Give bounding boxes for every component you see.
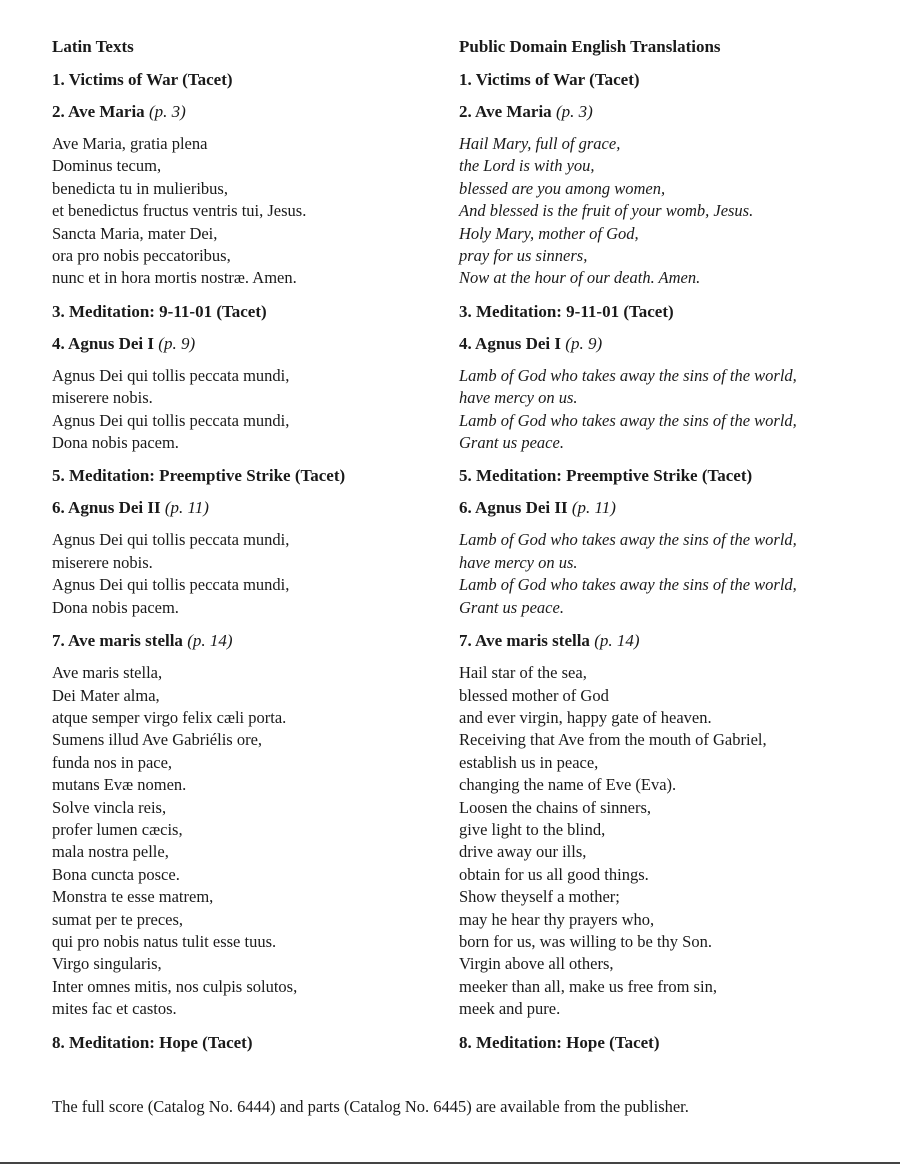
section-title: 4. Agnus Dei I (459, 333, 562, 353)
verse-block (52, 529, 472, 619)
verse-line: sumat per te preces, (52, 909, 184, 929)
verse-line: blessed mother of God (459, 685, 609, 705)
verse-line: Inter omnes mitis, nos culpis solutos, (52, 976, 298, 996)
verse-line: obtain for us all good things. (459, 864, 649, 884)
section-heading (459, 69, 884, 91)
footer-note: The full score (Catalog No. 6444) and parts (Catalog No. 6445) are available from the publisher. (52, 1097, 689, 1116)
verse-block (52, 133, 472, 290)
verse-line: Grant us peace. (459, 433, 564, 453)
verse-line: Lamb of God who takes away the sins of the world, (459, 575, 797, 595)
verse-line: benedicta tu in mulieribus, (52, 178, 228, 198)
verse-line: born for us, was willing to be thy Son. (459, 931, 712, 951)
column-title: Latin Texts (52, 37, 134, 56)
verse-block (459, 662, 884, 1021)
verse-line: Dona nobis pacem. (52, 433, 179, 453)
sections (459, 69, 884, 1054)
verse-line: profer lumen cæcis, (52, 819, 183, 839)
section-heading (459, 630, 884, 652)
verse-line: Dominus tecum, (52, 156, 162, 176)
page-reference: (p. 14) (187, 631, 233, 651)
verse-line: have mercy on us. (459, 388, 578, 408)
verse-line: may he hear thy prayers who, (459, 909, 655, 929)
section-heading (52, 101, 472, 123)
section-title: 2. Ave Maria (52, 102, 145, 121)
verse-line: Agnus Dei qui tollis peccata mundi, (52, 410, 290, 430)
page-reference: (p. 3) (148, 102, 186, 121)
section-title: 7. Ave maris stella (459, 631, 590, 651)
section-title: 8. Meditation: Hope (Tacet) (52, 1032, 253, 1052)
section-title: 1. Victims of War (Tacet) (52, 70, 233, 89)
section-heading (52, 69, 472, 91)
verse-line: Dei Mater alma, (52, 685, 160, 705)
verse-block (459, 529, 884, 619)
verse-line: Agnus Dei qui tollis peccata mundi, (52, 365, 290, 385)
verse-line: mutans Evæ nomen. (52, 775, 187, 795)
verse-line: atque semper virgo felix cæli porta. (52, 707, 287, 727)
verse-line: Lamb of God who takes away the sins of the world, (459, 410, 797, 430)
section-heading (52, 497, 472, 519)
verse-line: et benedictus fructus ventris tui, Jesus. (52, 201, 307, 221)
verse-block (52, 662, 472, 1021)
verse-line: meek and pure. (459, 999, 561, 1019)
verse-line: Hail star of the sea, (459, 663, 587, 683)
section-heading (459, 1032, 884, 1054)
verse-line: establish us in peace, (459, 752, 599, 772)
page-reference: (p. 14) (594, 631, 640, 651)
verse-line: miserere nobis. (52, 552, 153, 572)
section-title: 3. Meditation: 9-11-01 (Tacet) (52, 301, 267, 321)
verse-line: and ever virgin, happy gate of heaven. (459, 707, 712, 727)
section-title: 7. Ave maris stella (52, 631, 183, 651)
section-heading (52, 301, 472, 323)
verse-line: give light to the blind, (459, 819, 606, 839)
section-heading (52, 1032, 472, 1054)
section-title: 2. Ave Maria (459, 102, 552, 121)
verse-line: Solve vincla reis, (52, 797, 167, 817)
verse-line: blessed are you among women, (459, 178, 666, 198)
verse-line: pray for us sinners, (459, 246, 588, 266)
section-title: 5. Meditation: Preemptive Strike (Tacet) (52, 466, 346, 486)
verse-line: meeker than all, make us free from sin, (459, 976, 717, 996)
sections (52, 69, 472, 1054)
verse-line: And blessed is the fruit of your womb, Jesus. (459, 201, 754, 221)
verse-line: funda nos in pace, (52, 752, 173, 772)
verse-line: Show theyself a mother; (459, 887, 620, 907)
verse-line: Sancta Maria, mater Dei, (52, 223, 218, 243)
verse-line: Sumens illud Ave Gabriélis ore, (52, 730, 263, 750)
verse-line: mala nostra pelle, (52, 842, 169, 862)
page-reference: (p. 9) (565, 333, 603, 353)
verse-line: Hail Mary, full of grace, (459, 134, 621, 153)
section-title: 5. Meditation: Preemptive Strike (Tacet) (459, 466, 753, 486)
section-title: 4. Agnus Dei I (52, 333, 155, 353)
verse-line: Agnus Dei qui tollis peccata mundi, (52, 530, 290, 550)
verse-line: Virgin above all others, (459, 954, 614, 974)
verse-line: qui pro nobis natus tulit esse tuus. (52, 931, 277, 951)
verse-line: Lamb of God who takes away the sins of the world, (459, 365, 797, 385)
column-title: Public Domain English Translations (459, 37, 721, 56)
verse-block (52, 365, 472, 455)
section-heading (52, 333, 472, 355)
section-title: 1. Victims of War (Tacet) (459, 70, 640, 89)
section-heading (459, 465, 884, 487)
page-reference: (p. 11) (571, 498, 616, 518)
verse-line: mites fac et castos. (52, 999, 177, 1019)
section-title: 8. Meditation: Hope (Tacet) (459, 1032, 660, 1052)
verse-block (459, 133, 884, 290)
section-heading (459, 301, 884, 323)
verse-line: Grant us peace. (459, 597, 564, 617)
verse-line: changing the name of Eve (Eva). (459, 775, 677, 795)
verse-line: the Lord is with you, (459, 156, 595, 176)
section-title: 6. Agnus Dei II (459, 498, 568, 518)
verse-line: Virgo singularis, (52, 954, 162, 974)
verse-block (459, 365, 884, 455)
verse-line: Dona nobis pacem. (52, 597, 179, 617)
verse-line: Monstra te esse matrem, (52, 887, 214, 907)
verse-line: Holy Mary, mother of God, (459, 223, 639, 243)
verse-line: Agnus Dei qui tollis peccata mundi, (52, 575, 290, 595)
section-heading (52, 465, 472, 487)
section-heading (459, 333, 884, 355)
verse-line: Ave Maria, gratia plena (52, 134, 208, 153)
section-heading (52, 630, 472, 652)
verse-line: have mercy on us. (459, 552, 578, 572)
english-column (459, 36, 884, 1064)
verse-line: ora pro nobis peccatoribus, (52, 246, 231, 266)
section-heading (459, 497, 884, 519)
page-reference: (p. 9) (158, 333, 196, 353)
verse-line: Bona cuncta posce. (52, 864, 180, 884)
verse-line: drive away our ills, (459, 842, 587, 862)
page-reference: (p. 11) (164, 498, 209, 518)
page-reference: (p. 3) (555, 102, 593, 121)
section-title: 6. Agnus Dei II (52, 498, 161, 518)
verse-line: miserere nobis. (52, 388, 153, 408)
verse-line: nunc et in hora mortis nostræ. Amen. (52, 268, 297, 288)
latin-column (52, 36, 472, 1064)
verse-line: Ave maris stella, (52, 663, 163, 683)
verse-line: Lamb of God who takes away the sins of the world, (459, 530, 797, 550)
section-title: 3. Meditation: 9-11-01 (Tacet) (459, 301, 674, 321)
verse-line: Loosen the chains of sinners, (459, 797, 651, 817)
verse-line: Now at the hour of our death. Amen. (459, 268, 701, 288)
verse-line: Receiving that Ave from the mouth of Gabriel, (459, 730, 767, 750)
section-heading (459, 101, 884, 123)
